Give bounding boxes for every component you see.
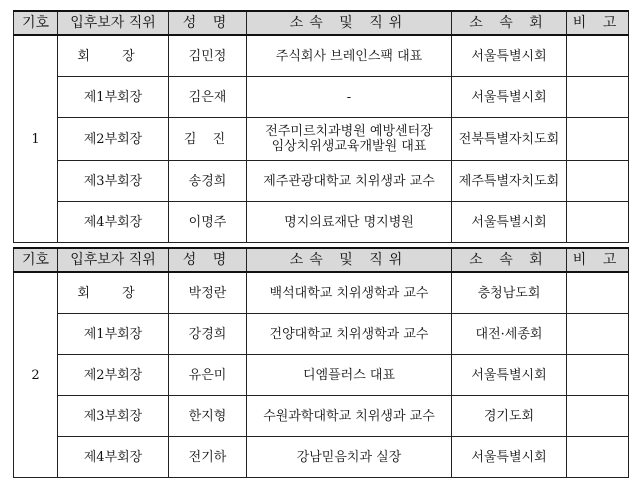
header-region: 소 속 회 — [452, 11, 567, 35]
candidate-position: 제4부회장 — [58, 202, 169, 243]
candidate-name: 이명주 — [169, 202, 247, 243]
candidate-region: 서울특별시회 — [452, 355, 567, 396]
table-row — [14, 161, 629, 202]
candidate-note — [567, 355, 629, 396]
table-row — [14, 35, 629, 77]
table-row — [14, 77, 629, 118]
candidate-region: 서울특별시회 — [452, 77, 567, 118]
header-position: 입후보자 직위 — [58, 248, 169, 272]
candidate-region: 대전·세종회 — [452, 314, 567, 355]
candidate-region: 서울특별시회 — [452, 35, 567, 77]
candidate-name: 전기하 — [169, 437, 247, 478]
candidate-name: 김은재 — [169, 77, 247, 118]
candidate-name: 한지형 — [169, 396, 247, 437]
candidate-name: 유은미 — [169, 355, 247, 396]
header-name: 성 명 — [169, 11, 247, 35]
affiliation-line: 임상치위생교육개발원 대표 — [271, 139, 427, 154]
header-note: 비 고 — [567, 11, 629, 35]
candidate-name: 박정란 — [169, 272, 247, 314]
header-number: 기호 — [14, 11, 58, 35]
header-note: 비 고 — [567, 248, 629, 272]
candidate-region: 충청남도회 — [452, 272, 567, 314]
candidate-position: 제3부회장 — [58, 396, 169, 437]
candidate-note — [567, 396, 629, 437]
candidate-note — [567, 35, 629, 77]
table-row — [14, 202, 629, 243]
candidate-note — [567, 161, 629, 202]
candidate-note — [567, 272, 629, 314]
header-affiliation: 소속 및 직위 — [247, 11, 452, 35]
table-row — [14, 272, 629, 314]
candidate-region: 서울특별시회 — [452, 437, 567, 478]
candidate-affiliation — [247, 118, 452, 161]
candidate-table-2 — [13, 247, 629, 478]
table-row — [14, 118, 629, 161]
candidate-affiliation: 건양대학교 치위생학과 교수 — [247, 314, 452, 355]
candidate-region: 경기도회 — [452, 396, 567, 437]
candidate-position: 제3부회장 — [58, 161, 169, 202]
candidate-affiliation: 주식회사 브레인스팩 대표 — [247, 35, 452, 77]
candidate-region: 제주특별자치도회 — [452, 161, 567, 202]
candidate-note — [567, 202, 629, 243]
candidate-affiliation: - — [247, 77, 452, 118]
table-row — [14, 437, 629, 478]
candidate-affiliation: 디엠플러스 대표 — [247, 355, 452, 396]
header-number: 기호 — [14, 248, 58, 272]
candidate-affiliation: 제주관광대학교 치위생과 교수 — [247, 161, 452, 202]
header-affiliation: 소속 및 직위 — [247, 248, 452, 272]
ballot-number: 1 — [14, 35, 58, 243]
candidate-position: 제2부회장 — [58, 118, 169, 161]
table-row — [14, 396, 629, 437]
candidate-name: 송경희 — [169, 161, 247, 202]
header-region: 소 속 회 — [452, 248, 567, 272]
candidate-affiliation: 명지의료재단 명지병원 — [247, 202, 452, 243]
candidate-position: 제1부회장 — [58, 314, 169, 355]
candidate-region: 서울특별시회 — [452, 202, 567, 243]
table-row — [14, 355, 629, 396]
candidate-region: 전북특별자치도회 — [452, 118, 567, 161]
table-row — [14, 314, 629, 355]
candidate-affiliation: 백석대학교 치위생학과 교수 — [247, 272, 452, 314]
candidate-note — [567, 437, 629, 478]
candidate-name: 김민정 — [169, 35, 247, 77]
header-row — [14, 11, 629, 35]
candidate-table-1 — [13, 10, 629, 243]
candidate-position: 제4부회장 — [58, 437, 169, 478]
candidate-position: 제2부회장 — [58, 355, 169, 396]
affiliation-line: 전주미르치과병원 예방센터장 — [265, 124, 433, 139]
header-name: 성 명 — [169, 248, 247, 272]
candidate-position: 제1부회장 — [58, 77, 169, 118]
candidate-affiliation: 수원과학대학교 치위생과 교수 — [247, 396, 452, 437]
candidate-note — [567, 77, 629, 118]
header-position: 입후보자 직위 — [58, 11, 169, 35]
candidate-position: 회 장 — [58, 272, 169, 314]
candidate-affiliation: 강남믿음치과 실장 — [247, 437, 452, 478]
header-row — [14, 248, 629, 272]
candidate-position: 회 장 — [58, 35, 169, 77]
candidate-name: 강경희 — [169, 314, 247, 355]
candidate-note — [567, 314, 629, 355]
ballot-number: 2 — [14, 272, 58, 478]
candidate-name: 김 진 — [169, 118, 247, 161]
candidate-note — [567, 118, 629, 161]
